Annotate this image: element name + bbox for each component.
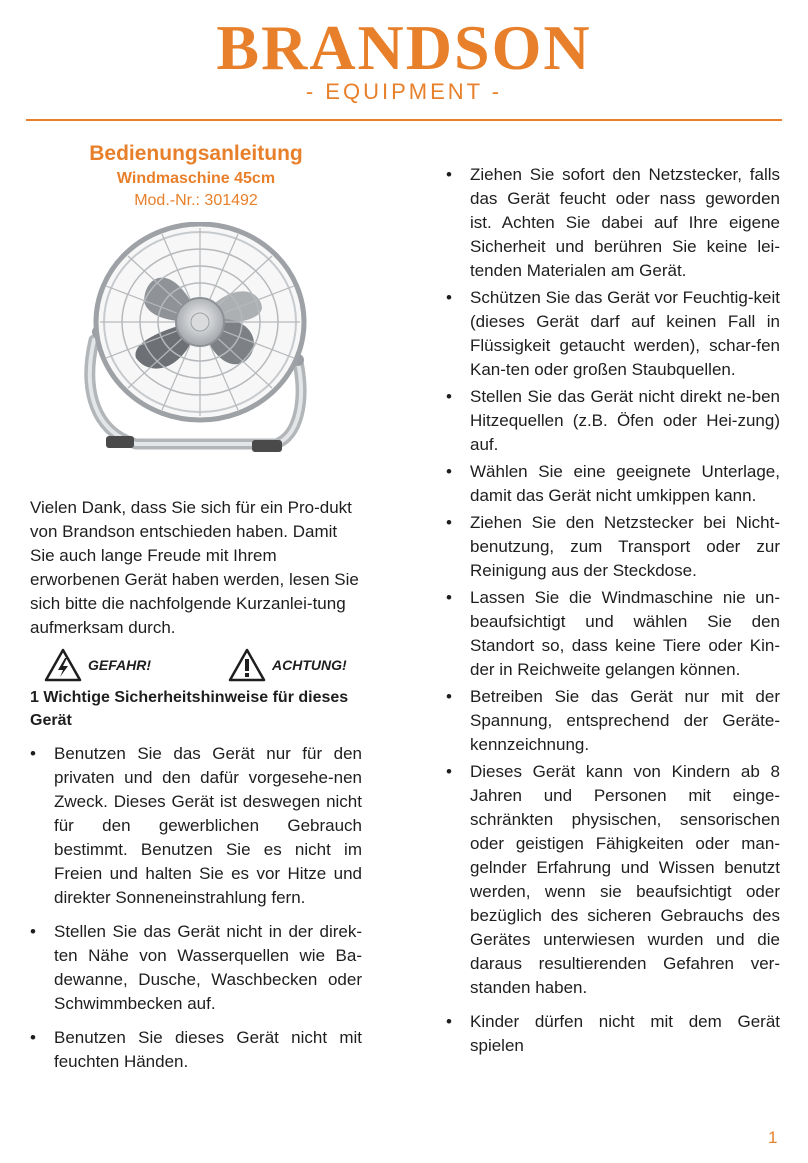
exclamation-warning-icon: [228, 648, 266, 682]
left-bullet-list: [30, 742, 362, 1074]
list-item: • Stellen Sie das Gerät nicht direkt ne-ben Hitzequellen (z.B. Öfen oder Hei-zung) auf.: [446, 385, 780, 457]
section-title: 1 Wichtige Sicherheitshinweise für dieses Gerät: [30, 689, 349, 729]
danger-warning: [44, 648, 151, 682]
intro-text: Vielen Dank, dass Sie sich für ein Pro-dukt von Brandson entschieden haben. Damit Sie auch lange Freude mit Ihrem erworbenen Gerät haben werden, lesen Sie sich bitte die nachfolgende Kurzanlei-tung aufmerksam durch.: [30, 498, 359, 637]
right-column: [446, 163, 780, 1058]
model-number: Mod.-Nr.: 301492: [134, 192, 258, 209]
list-item: • Ziehen Sie sofort den Netzstecker, falls das Gerät feucht oder nass geworden ist. Achten Sie dabei auf Ihre eigene Sicherheit und berühren Sie keine lei-tenden Materialen am Gerät.: [446, 163, 780, 283]
list-item: • Kinder dürfen nicht mit dem Gerät spielen: [446, 1010, 780, 1058]
title-block: [30, 140, 362, 212]
brand-logo: BRANDSON: [216, 12, 592, 83]
product-name: Windmaschine 45cm: [116, 170, 276, 187]
warning-symbols: [30, 648, 362, 686]
caution-label: ACHTUNG!: [272, 657, 347, 673]
list-item: • Benutzen Sie dieses Gerät nicht mit feuchten Händen.: [30, 1026, 362, 1074]
header-divider: [26, 119, 782, 121]
page-title: Bedienungsanleitung: [89, 142, 303, 165]
page-number: 1: [768, 1128, 778, 1147]
list-item: • Lassen Sie die Windmaschine nie un-beaufsichtigt und wählen Sie den Standort so, dass keine Tiere oder Kin-der in Reichweite gelangen können.: [446, 586, 780, 682]
list-item: • Benutzen Sie das Gerät nur für den privaten und den dafür vorgesehe-nen Zweck. Dieses Gerät ist deswegen nicht für den gewerblichen Gebrauch bestimmt. Benutzen Sie es nicht im Freien und halten Sie es vor Hitze und direkter Sonneneinstrahlung fern.: [30, 742, 362, 910]
header: [0, 0, 808, 122]
left-column: [30, 140, 362, 1074]
brand-tagline: - EQUIPMENT -: [305, 79, 503, 104]
list-item: • Dieses Gerät kann von Kindern ab 8 Jahren und Personen mit einge-schränkten physischen, sensorischen oder geistigen Fähigkeiten oder man-gelnder Erfahrung und Wissen benutzt werden, wenn sie beaufsichtigt oder bezüglich des sicheren Gebrauchs des Gerätes unterwiesen wurden und die daraus resultierenden Gefahren ver-standen haben.: [446, 760, 780, 1000]
electric-hazard-icon: [44, 648, 82, 682]
right-bullet-list: [446, 163, 780, 1058]
list-item: • Stellen Sie das Gerät nicht in der direk-ten Nähe von Wasserquellen wie Ba-dewanne, Dusche, Waschbecken oder Schwimmbecken auf.: [30, 920, 362, 1016]
list-item: • Betreiben Sie das Gerät nur mit der Spannung, entsprechend der Geräte-kennzeichnung.: [446, 685, 780, 757]
caution-warning: [228, 648, 347, 682]
danger-label: GEFAHR!: [88, 657, 151, 673]
floor-fan-icon: [76, 222, 316, 470]
list-item: • Wählen Sie eine geeignete Unterlage, damit das Gerät nicht umkippen kann.: [446, 460, 780, 508]
list-item: • Schützen Sie das Gerät vor Feuchtig-keit (dieses Gerät darf auf keinen Fall in Flüssigkeit getaucht werden), schar-fen Kan-ten oder großen Staubquellen.: [446, 286, 780, 382]
list-item: • Ziehen Sie den Netzstecker bei Nicht-benutzung, zum Transport oder zur Reinigung aus der Steckdose.: [446, 511, 780, 583]
